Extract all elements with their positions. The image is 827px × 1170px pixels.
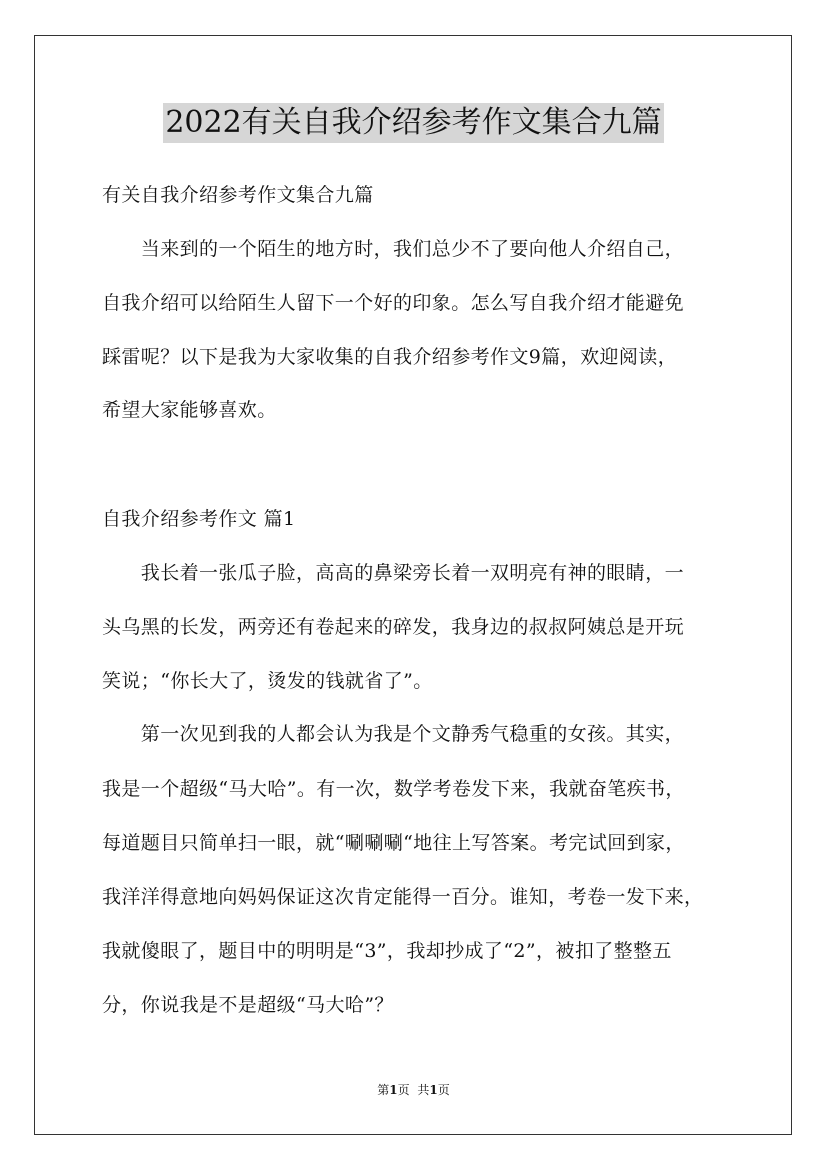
paragraph-line: 踩雷呢？以下是我为大家收集的自我介绍参考作文9篇，欢迎阅读， <box>102 346 678 368</box>
footer-total-suffix: 页 <box>437 1083 450 1097</box>
paragraph-line: 笑说；“你长大了，烫发的钱就省了”。 <box>102 670 433 692</box>
paragraph-line: 希望大家能够喜欢。 <box>102 399 277 421</box>
subtitle: 有关自我介绍参考作文集合九篇 <box>102 184 374 206</box>
footer-page-suffix: 页 <box>397 1083 410 1097</box>
paragraph-line: 头乌黑的长发，两旁还有卷起来的碎发，我身边的叔叔阿姨总是开玩 <box>102 616 685 638</box>
paragraph-line: 我是一个超级“马大哈”。有一次，数学考卷发下来，我就奋笔疾书， <box>102 778 685 800</box>
footer-total-pages: 1 <box>429 1083 438 1097</box>
paragraph-line: 当来到的一个陌生的地方时，我们总少不了要向他人介绍自己， <box>102 238 685 260</box>
paragraph-line: 我长着一张瓜子脸，高高的鼻梁旁长着一双明亮有神的眼睛，一 <box>102 562 685 584</box>
paragraph-line: 我洋洋得意地向妈妈保证这次肯定能得一百分。谁知，考卷一发下来， <box>102 886 704 908</box>
paragraph-line: 第一次见到我的人都会认为我是个文静秀气稳重的女孩。其实， <box>102 723 685 745</box>
paragraph-line: 分，你说我是不是超级“马大哈”？ <box>102 994 394 1016</box>
paragraph-line: 我就傻眼了，题目中的明明是“3”，我却抄成了“2”，被扣了整整五 <box>102 940 672 962</box>
section-heading: 自我介绍参考作文 篇1 <box>102 508 296 530</box>
paragraph-line: 自我介绍可以给陌生人留下一个好的印象。怎么写自我介绍才能避免 <box>102 292 685 314</box>
paragraph-line: 每道题目只简单扫一眼，就“唰唰唰“地往上写答案。考完试回到家， <box>102 832 685 854</box>
document-title-text: 2022有关自我介绍参考作文集合九篇 <box>163 103 663 143</box>
footer-prefix: 第 <box>377 1083 390 1097</box>
page-footer <box>0 1082 827 1098</box>
footer-total-prefix: 共 <box>417 1083 430 1097</box>
document-title <box>0 103 827 143</box>
footer-page-number: 1 <box>389 1083 398 1097</box>
